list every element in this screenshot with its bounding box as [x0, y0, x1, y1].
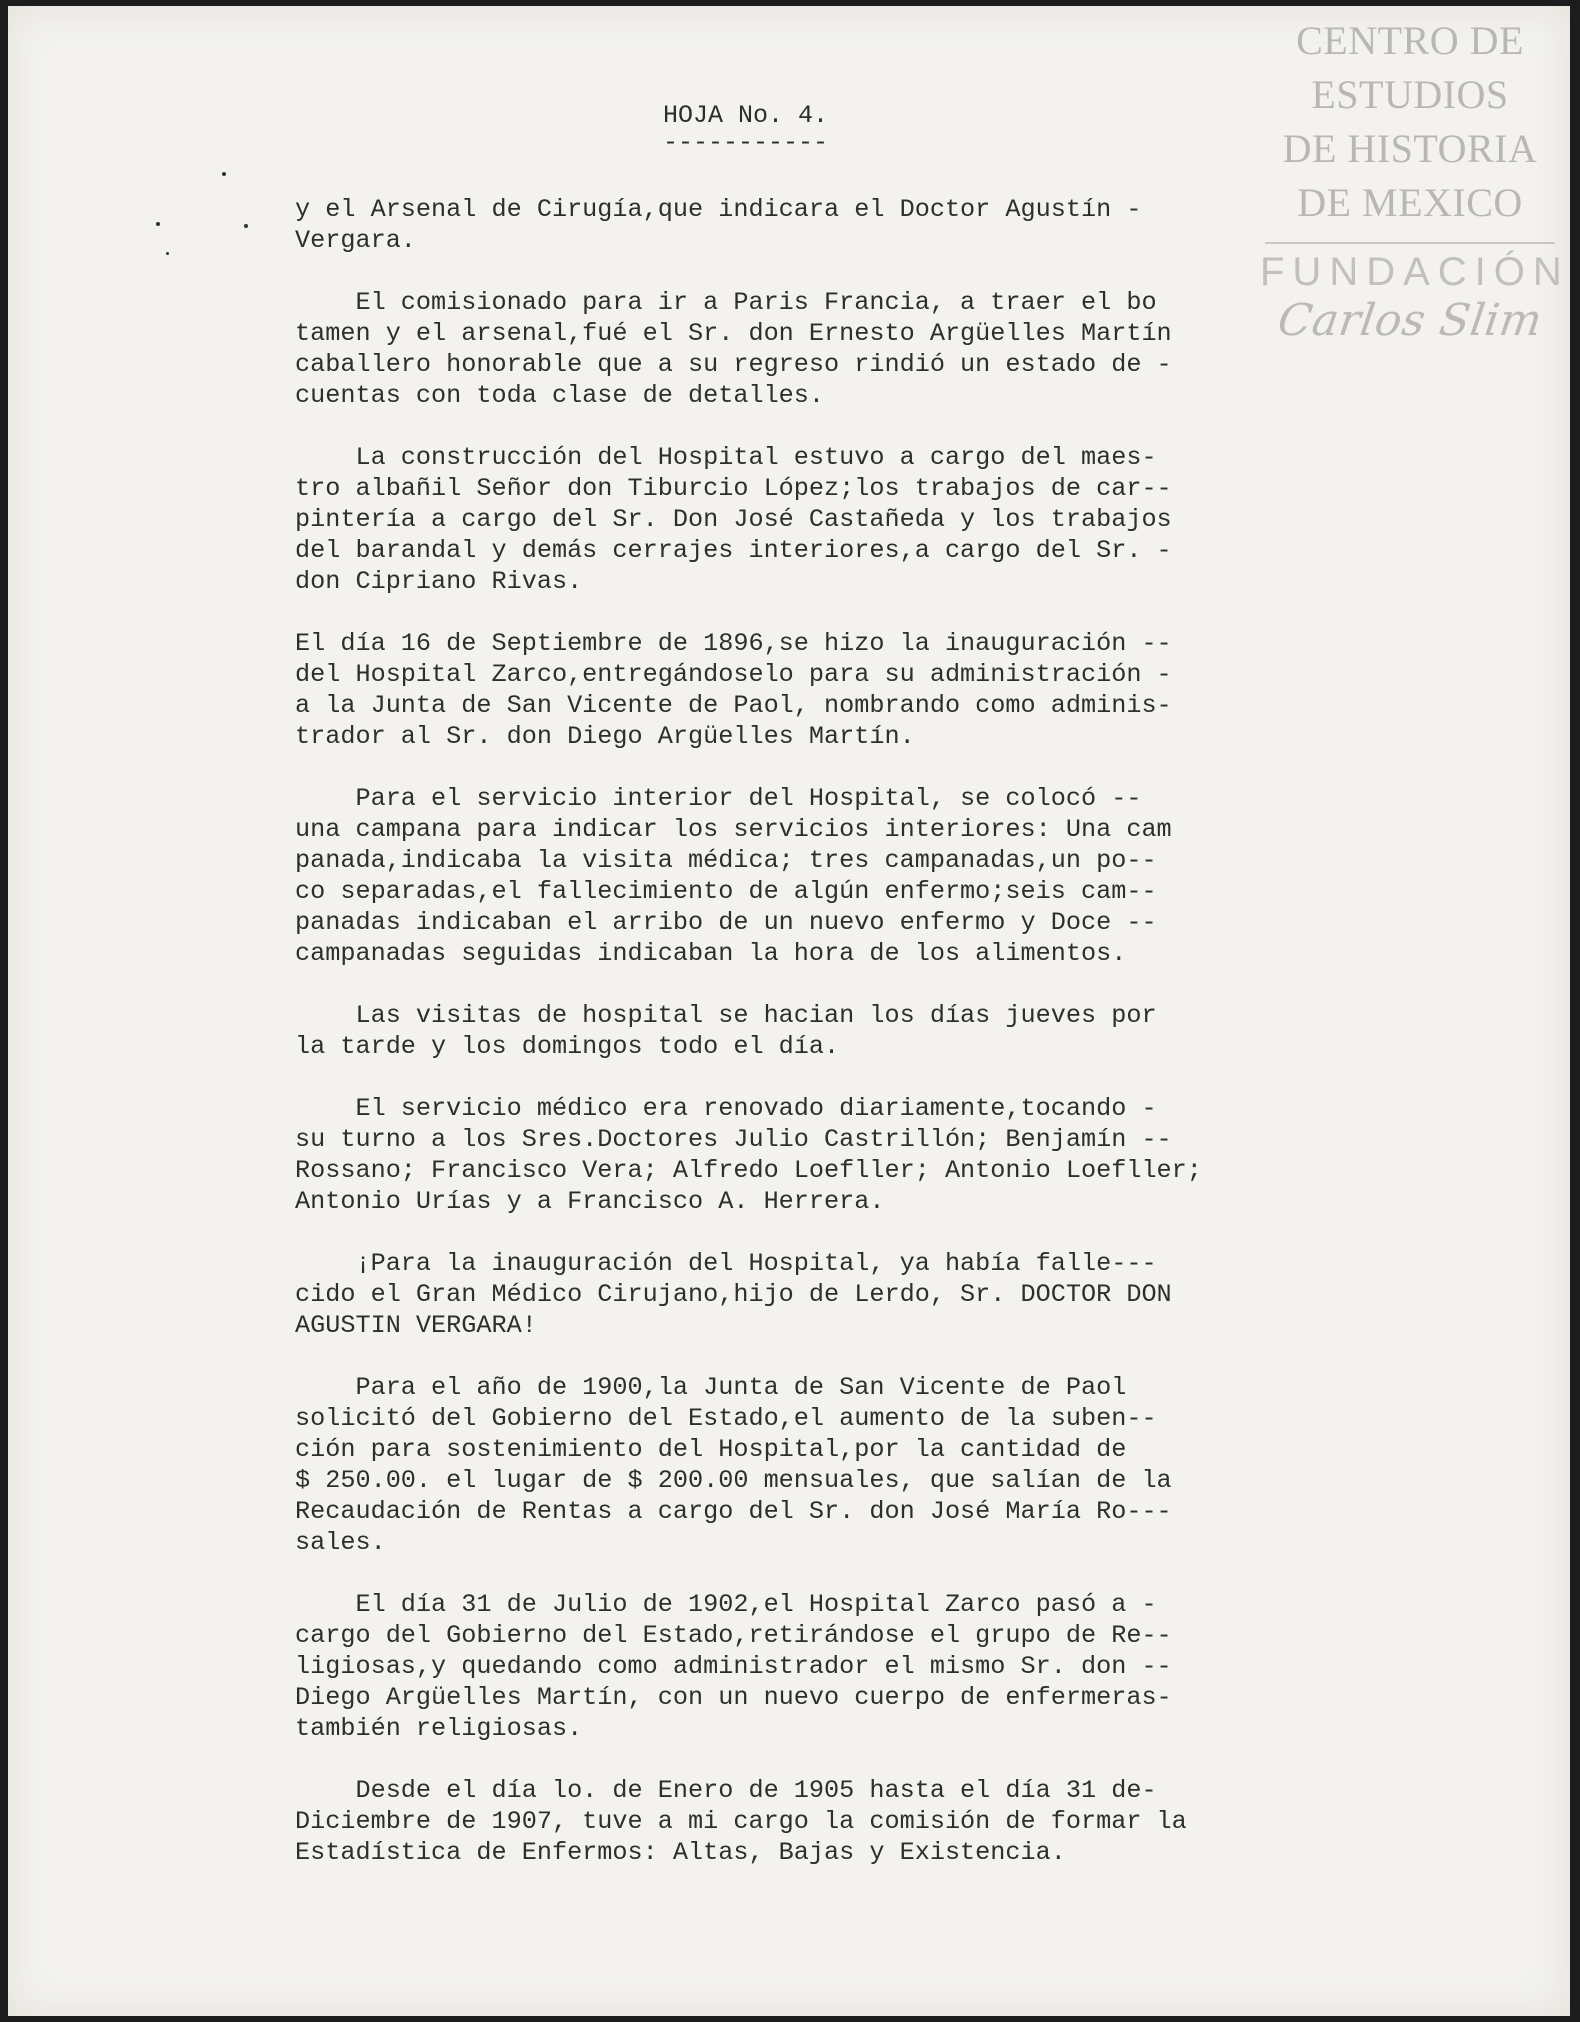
text-line: $ 250.00. el lugar de $ 200.00 mensuales, que salían de la [295, 1466, 1172, 1495]
text-line: AGUSTIN VERGARA! [295, 1311, 537, 1340]
text-line: Diciembre de 1907, tuve a mi cargo la comisión de formar la [295, 1807, 1187, 1836]
watermark-line: DE HISTORIA [1282, 126, 1538, 171]
text-line: Estadística de Enfermos: Altas, Bajas y Existencia. [295, 1838, 1066, 1867]
text-line: El comisionado para ir a Paris Francia, a traer el bo [295, 288, 1157, 317]
text-line: caballero honorable que a su regreso rindió un estado de - [295, 350, 1172, 379]
paragraph [295, 442, 1435, 597]
text-line: ¡Para la inauguración del Hospital, ya había falle--- [295, 1249, 1157, 1278]
text-line: Diego Argüelles Martín, con un nuevo cuerpo de enfermeras- [295, 1683, 1172, 1712]
text-line: El servicio médico era renovado diariamente,tocando - [295, 1094, 1157, 1123]
text-line: ligiosas,y quedando como administrador el mismo Sr. don -- [295, 1652, 1172, 1681]
paragraph [295, 1248, 1435, 1341]
paragraph [295, 287, 1435, 411]
text-line: panadas indicaban el arribo de un nuevo enfermo y Doce -- [295, 908, 1157, 937]
text-line: El día 31 de Julio de 1902,el Hospital Zarco pasó a - [295, 1590, 1157, 1619]
text-line: co separadas,el fallecimiento de algún enfermo;seis cam-- [295, 877, 1157, 906]
text-line: Desde el día lo. de Enero de 1905 hasta el día 31 de- [295, 1776, 1157, 1805]
text-line: tro albañil Señor don Tiburcio López;los trabajos de car-- [295, 474, 1172, 503]
text-line: Para el año de 1900,la Junta de San Vicente de Paol [295, 1373, 1127, 1402]
text-line: cido el Gran Médico Cirujano,hijo de Lerdo, Sr. DOCTOR DON [295, 1280, 1172, 1309]
paragraph [295, 783, 1435, 969]
text-line: cargo del Gobierno del Estado,retirándose el grupo de Re-- [295, 1621, 1172, 1650]
watermark-foundation: FUNDACIÓN [1260, 250, 1570, 294]
text-line: a la Junta de San Vicente de Paol, nombrando como adminis- [295, 691, 1172, 720]
page-title: HOJA No. 4. [663, 101, 829, 130]
text-line: panada,indicaba la visita médica; tres campanadas,un po-- [295, 846, 1157, 875]
watermark-line: DE MEXICO [1297, 180, 1523, 225]
text-line: Las visitas de hospital se hacian los días jueves por [295, 1001, 1157, 1030]
text-line: ción para sostenimiento del Hospital,por la cantidad de [295, 1435, 1127, 1464]
text-line: cuentas con toda clase de detalles. [295, 381, 825, 410]
typed-page [8, 6, 1570, 2016]
text-line: Rossano; Francisco Vera; Alfredo Loefller; Antonio Loefller; [295, 1156, 1202, 1185]
text-line: del Hospital Zarco,entregándoselo para su administración - [295, 660, 1172, 689]
text-line: del barandal y demás cerrajes interiores,a cargo del Sr. - [295, 536, 1172, 565]
margin-mark [156, 222, 160, 226]
paragraph [295, 1775, 1435, 1868]
page-header [663, 101, 829, 157]
text-line: trador al Sr. don Diego Argüelles Martín. [295, 722, 915, 751]
text-line: Recaudación de Rentas a cargo del Sr. don José María Ro--- [295, 1497, 1172, 1526]
text-line: Vergara. [295, 226, 416, 255]
text-line: su turno a los Sres.Doctores Julio Castrillón; Benjamín -- [295, 1125, 1172, 1154]
margin-mark [166, 252, 169, 255]
text-line: La construcción del Hospital estuvo a cargo del maes- [295, 443, 1157, 472]
text-line: también religiosas. [295, 1714, 583, 1743]
text-line: Para el servicio interior del Hospital, se colocó -- [295, 784, 1142, 813]
paragraph [295, 628, 1435, 752]
document-body [295, 194, 1435, 1899]
text-line: la tarde y los domingos todo el día. [295, 1032, 840, 1061]
text-line: tamen y el arsenal,fué el Sr. don Ernesto Argüelles Martín [295, 319, 1172, 348]
text-line: El día 16 de Septiembre de 1896,se hizo la inauguración -- [295, 629, 1172, 658]
text-line: una campana para indicar los servicios interiores: Una cam [295, 815, 1172, 844]
text-line: solicitó del Gobierno del Estado,el aumento de la suben-- [295, 1404, 1157, 1433]
margin-mark [244, 224, 248, 228]
paragraph [295, 1000, 1435, 1062]
title-underline: ----------- [663, 128, 829, 157]
text-line: don Cipriano Rivas. [295, 567, 583, 596]
paragraph [295, 194, 1435, 256]
paragraph [295, 1589, 1435, 1744]
paragraph [295, 1372, 1435, 1558]
text-line: campanadas seguidas indicaban la hora de los alimentos. [295, 939, 1127, 968]
margin-mark [222, 172, 226, 176]
paragraph [295, 1093, 1435, 1217]
text-line: sales. [295, 1528, 386, 1557]
watermark-line: ESTUDIOS [1311, 72, 1509, 117]
text-line: pintería a cargo del Sr. Don José Castañeda y los trabajos [295, 505, 1172, 534]
watermark-line: CENTRO DE [1296, 18, 1524, 63]
watermark-signature: Carlos Slim [1274, 295, 1546, 346]
text-line: Antonio Urías y a Francisco A. Herrera. [295, 1187, 885, 1216]
text-line: y el Arsenal de Cirugía,que indicara el Doctor Agustín - [295, 195, 1142, 224]
